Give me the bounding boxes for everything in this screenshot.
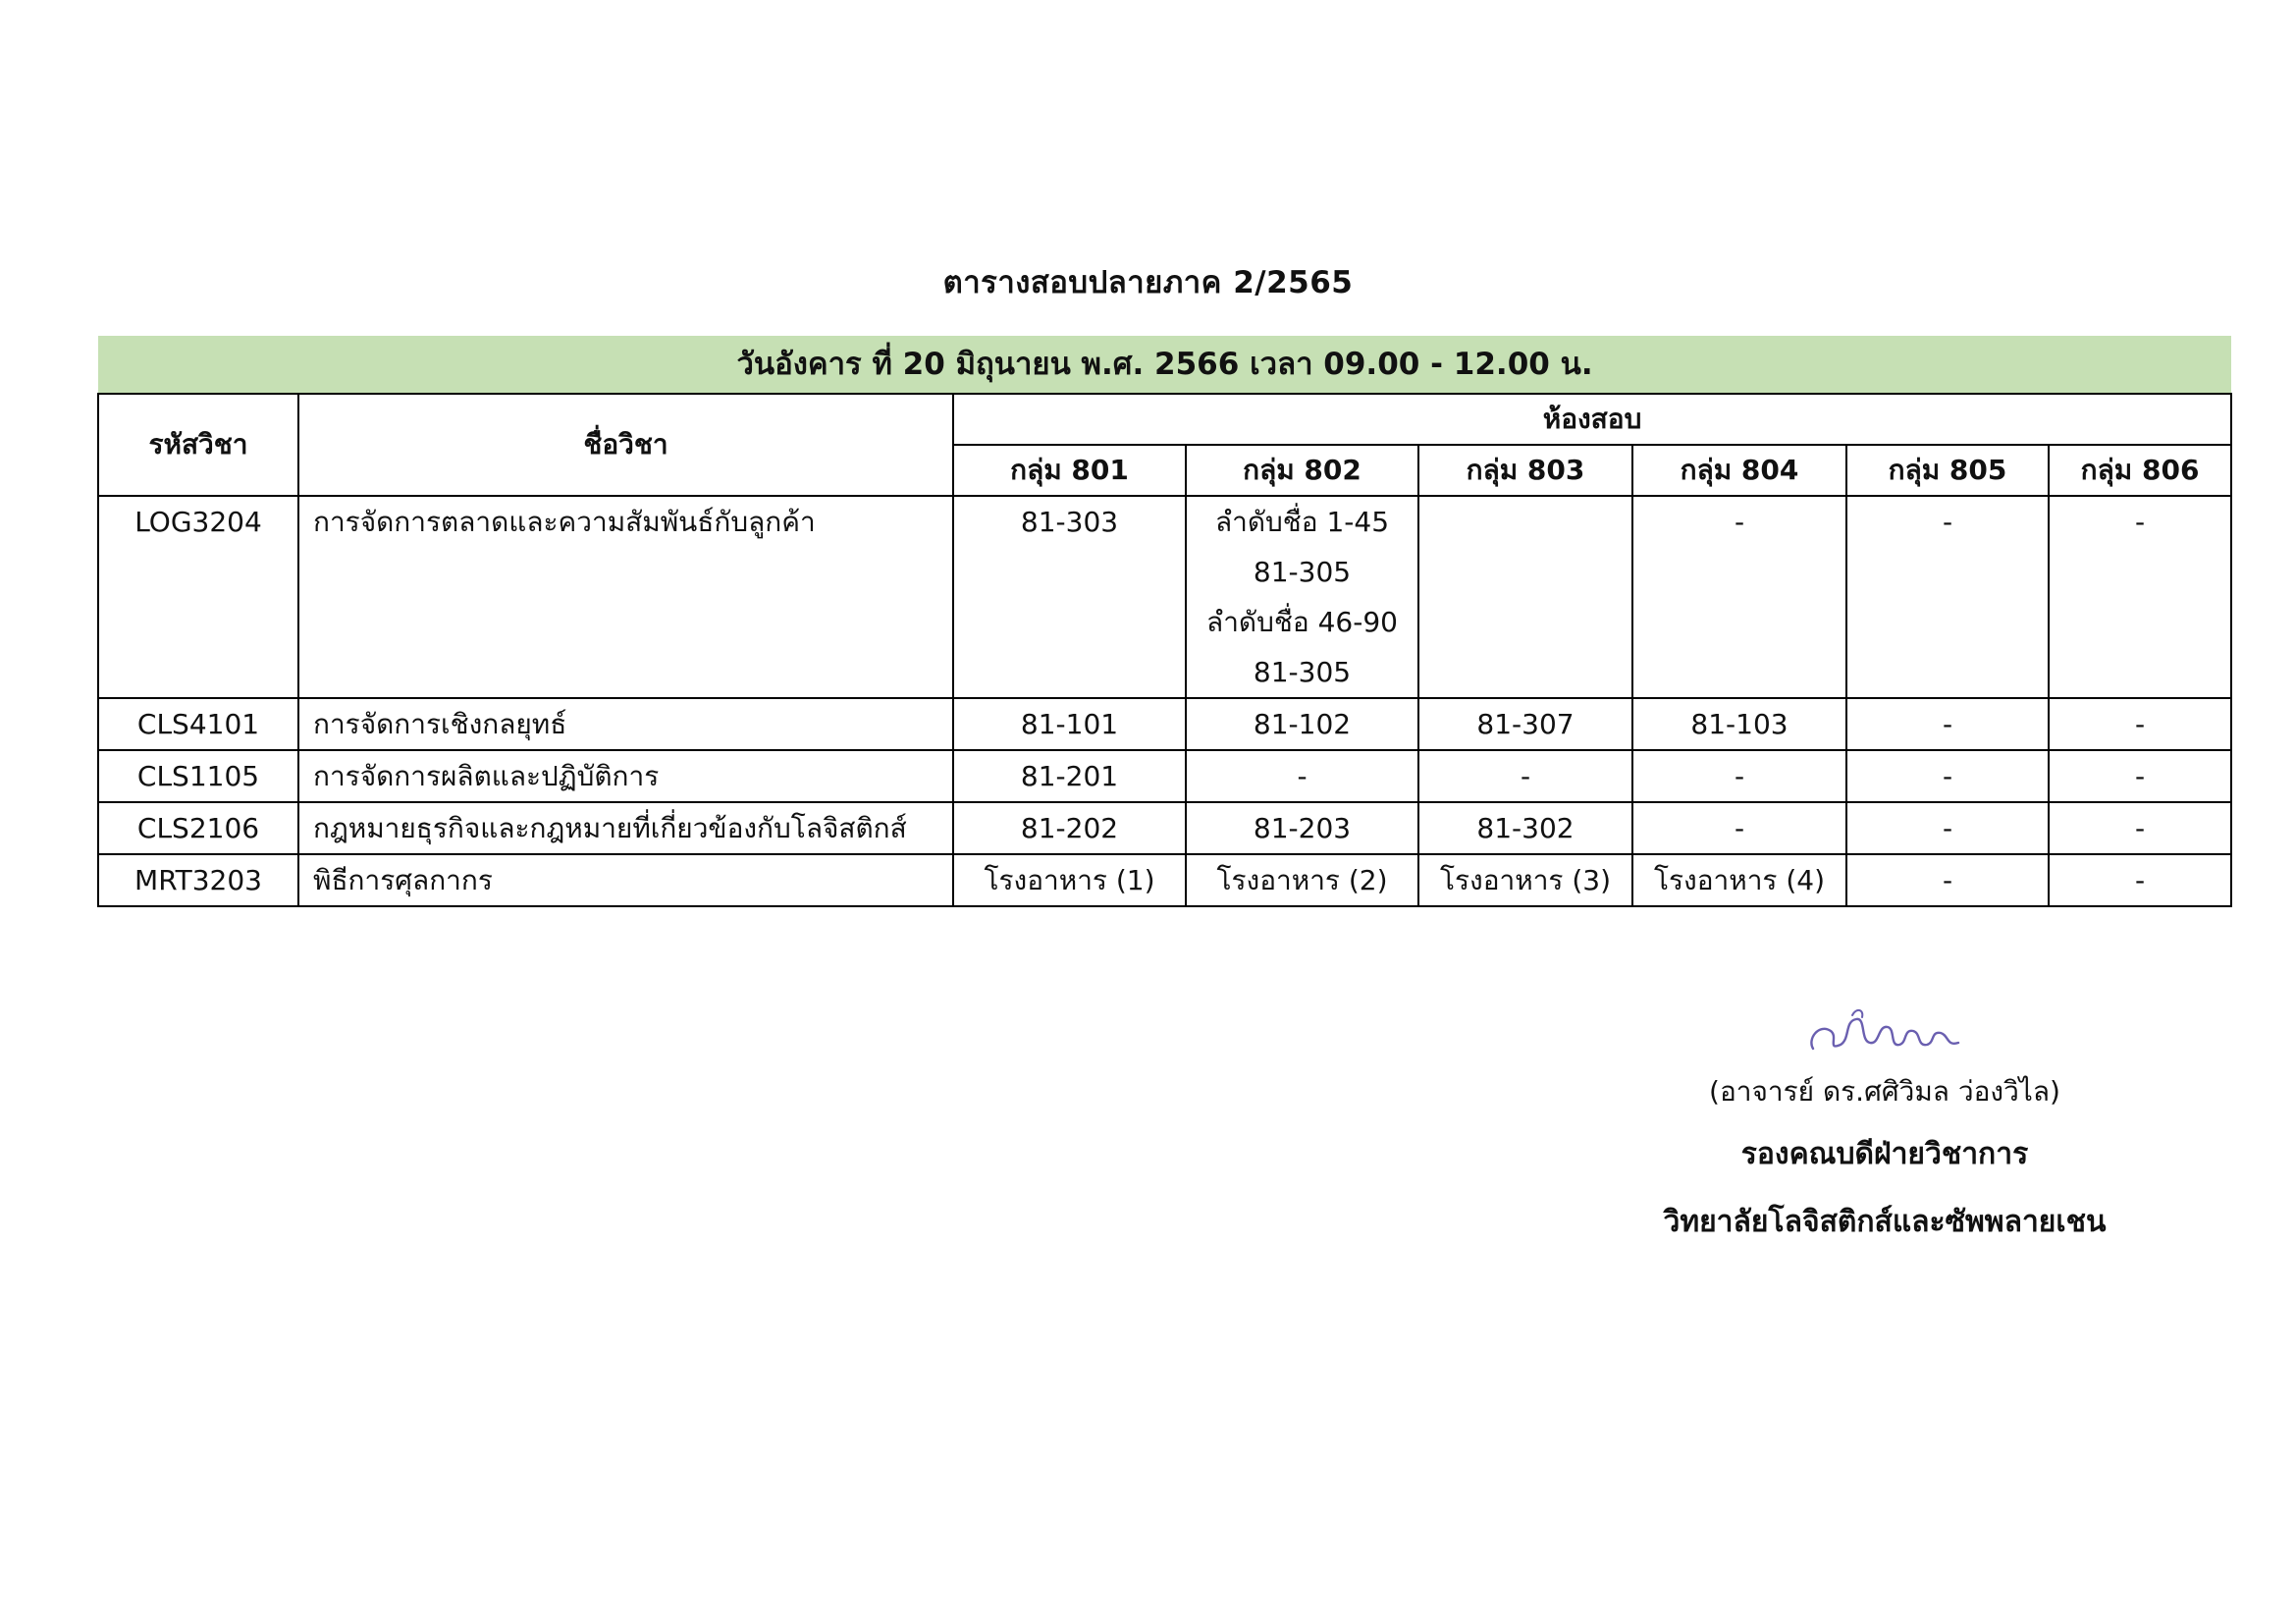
room-g802 <box>1186 496 1418 698</box>
signature-block <box>1590 1001 2179 1245</box>
room-g804: - <box>1632 802 1846 854</box>
room-g805: - <box>1846 750 2049 802</box>
room-g802: โรงอาหาร (2) <box>1186 854 1418 906</box>
room-note: ลำดับชื่อ 46-90 <box>1206 606 1398 638</box>
room-g803: - <box>1418 750 1632 802</box>
room-note: 81-305 <box>1253 656 1352 688</box>
course-code: CLS4101 <box>98 698 298 750</box>
room-note: ลำดับชื่อ 1-45 <box>1214 506 1390 538</box>
room-g806: - <box>2049 750 2231 802</box>
header-course-name: ชื่อวิชา <box>298 394 953 496</box>
room-g804: - <box>1632 496 1846 698</box>
course-code: CLS1105 <box>98 750 298 802</box>
room-g801: 81-303 <box>953 496 1186 698</box>
course-name: การจัดการตลาดและความสัมพันธ์กับลูกค้า <box>298 496 953 698</box>
course-code: LOG3204 <box>98 496 298 698</box>
room-g801: โรงอาหาร (1) <box>953 854 1186 906</box>
course-name: กฎหมายธุรกิจและกฎหมายที่เกี่ยวข้องกับโลจิสติกส์ <box>298 802 953 854</box>
header-group: กลุ่ม 802 <box>1186 445 1418 496</box>
room-g802: 81-203 <box>1186 802 1418 854</box>
room-g806: - <box>2049 854 2231 906</box>
course-name: พิธีการศุลกากร <box>298 854 953 906</box>
room-g806: - <box>2049 802 2231 854</box>
header-exam-rooms: ห้องสอบ <box>953 394 2231 445</box>
page-title: ตารางสอบปลายภาค 2/2565 <box>942 265 1354 300</box>
room-g805: - <box>1846 802 2049 854</box>
header-group: กลุ่ม 804 <box>1632 445 1846 496</box>
header-group: กลุ่ม 806 <box>2049 445 2231 496</box>
room-g803: 81-307 <box>1418 698 1632 750</box>
signer-position: รองคณบดีฝ่ายวิชาการ <box>1740 1137 2029 1171</box>
table-row <box>98 496 2231 698</box>
room-g803 <box>1418 496 1632 698</box>
header-group: กลุ่ม 805 <box>1846 445 2049 496</box>
signer-name: (อาจารย์ ดร.ศศิวิมล ว่องวิไล) <box>1709 1075 2060 1108</box>
room-g801: 81-101 <box>953 698 1186 750</box>
table-row <box>98 698 2231 750</box>
exam-date-banner: วันอังคาร ที่ 20 มิถุนายน พ.ศ. 2566 เวลา 09.00 - 12.00 น. <box>98 336 2231 394</box>
room-g804: 81-103 <box>1632 698 1846 750</box>
room-g806: - <box>2049 698 2231 750</box>
table-row <box>98 750 2231 802</box>
header-group: กลุ่ม 803 <box>1418 445 1632 496</box>
header-group: กลุ่ม 801 <box>953 445 1186 496</box>
room-g801: 81-202 <box>953 802 1186 854</box>
handwritten-signature <box>1801 1001 1968 1062</box>
room-note: 81-305 <box>1253 556 1352 588</box>
room-g805: - <box>1846 698 2049 750</box>
course-name: การจัดการเชิงกลยุทธ์ <box>298 698 953 750</box>
room-g802: 81-102 <box>1186 698 1418 750</box>
course-name: การจัดการผลิตและปฏิบัติการ <box>298 750 953 802</box>
room-g802: - <box>1186 750 1418 802</box>
room-g804: โรงอาหาร (4) <box>1632 854 1846 906</box>
room-g806: - <box>2049 496 2231 698</box>
course-code: CLS2106 <box>98 802 298 854</box>
organization-name: วิทยาลัยโลจิสติกส์และซัพพลายเชน <box>1663 1205 2107 1239</box>
room-g804: - <box>1632 750 1846 802</box>
room-g805: - <box>1846 496 2049 698</box>
room-g803: 81-302 <box>1418 802 1632 854</box>
course-code: MRT3203 <box>98 854 298 906</box>
header-course-code: รหัสวิชา <box>98 394 298 496</box>
room-g803: โรงอาหาร (3) <box>1418 854 1632 906</box>
room-g801: 81-201 <box>953 750 1186 802</box>
exam-schedule-table <box>97 336 2232 907</box>
table-row <box>98 802 2231 854</box>
room-g805: - <box>1846 854 2049 906</box>
table-row <box>98 854 2231 906</box>
